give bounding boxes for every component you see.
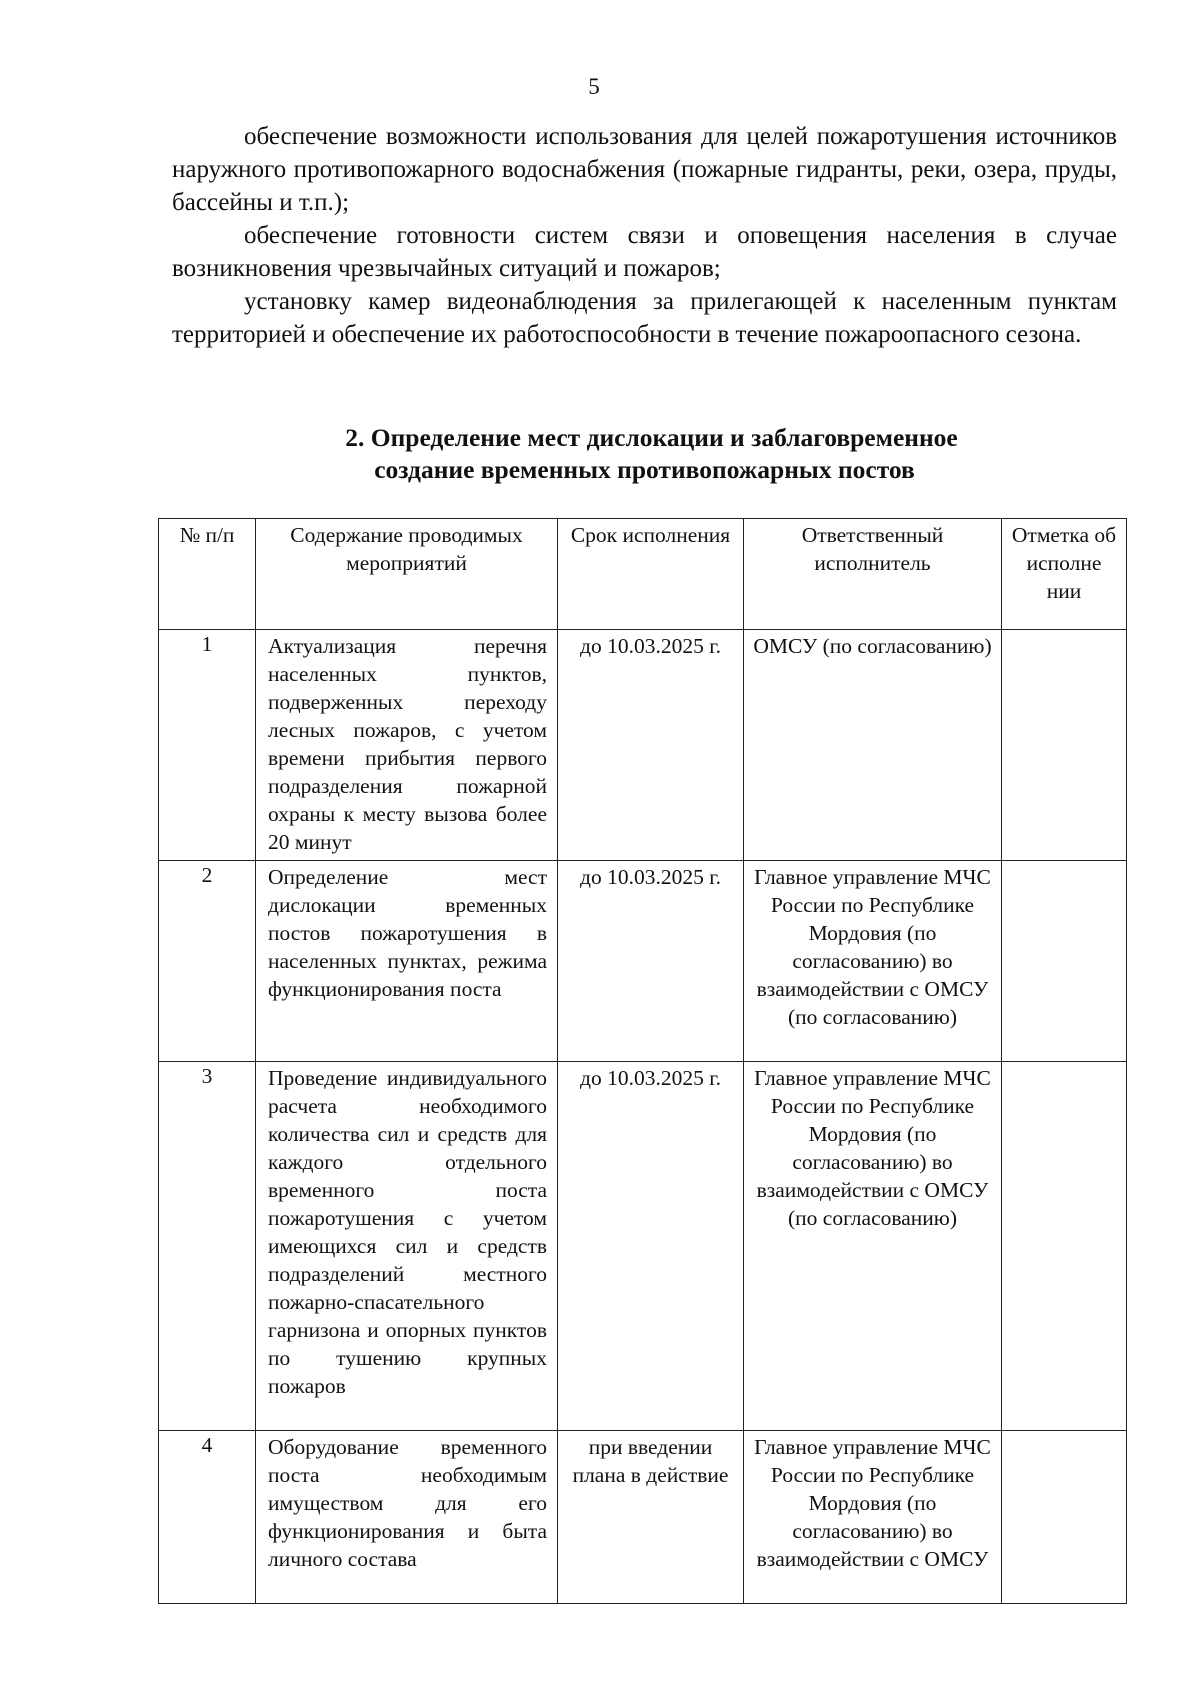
table-row	[159, 1062, 1127, 1431]
row-num: 2	[159, 861, 256, 1062]
row-mark	[1002, 1431, 1127, 1604]
row-responsible: Главное управление МЧС России по Республике Мордовия (по согласованию) во взаимодействии с ОМСУ	[744, 1431, 1002, 1604]
row-num: 3	[159, 1062, 256, 1431]
table-header-row	[159, 519, 1127, 630]
paragraph-hydrants: обеспечение возможности использования для целей пожаротушения источников наружного противопожарного водоснабжения (пожарные гидранты, реки, озера, пруды, бассейны и т.п.);	[172, 123, 1117, 216]
header-deadline: Срок исполнения	[558, 519, 744, 630]
measures-table	[158, 518, 1127, 1604]
row-num: 1	[159, 630, 256, 861]
body-text	[172, 120, 1117, 351]
paragraph-cameras: установку камер видеонаблюдения за прилегающей к населенным пунктам территорией и обеспечение их работоспособности в течение пожароопасного сезона.	[172, 288, 1117, 348]
row-content: Проведение индивидуального расчета необходимого количества сил и средств для каждого отдельного временного поста пожаротушения с учетом имеющихся сил и средств подразделений местного пожарно-спасательного гарнизона и опорных пунктов по тушению крупных пожаров	[256, 1062, 558, 1431]
row-content: Оборудование временного поста необходимым имуществом для его функционирования и быта личного состава	[256, 1431, 558, 1604]
row-mark	[1002, 861, 1127, 1062]
table-row	[159, 861, 1127, 1062]
row-responsible: Главное управление МЧС России по Республике Мордовия (по согласованию) во взаимодействии с ОМСУ (по согласованию)	[744, 861, 1002, 1062]
section-heading	[172, 422, 1117, 486]
header-content: Содержание проводимых мероприятий	[256, 519, 558, 630]
row-num: 4	[159, 1431, 256, 1604]
row-content: Актуализация перечня населенных пунктов, подверженных переходу лесных пожаров, с учетом времени прибытия первого подразделения пожарной охраны к месту вызова более 20 минут	[256, 630, 558, 861]
row-deadline: при введении плана в действие	[558, 1431, 744, 1604]
table-row	[159, 1431, 1127, 1604]
row-content: Определение мест дислокации временных постов пожаротушения в населенных пунктах, режима функционирования поста	[256, 861, 558, 1062]
header-num: № п/п	[159, 519, 256, 630]
paragraph-communication: обеспечение готовности систем связи и оповещения населения в случае возникновения чрезвычайных ситуаций и пожаров;	[172, 222, 1117, 282]
header-mark: Отметка об исполне нии	[1002, 519, 1127, 630]
row-responsible: ОМСУ (по согласованию)	[744, 630, 1002, 861]
row-deadline: до 10.03.2025 г.	[558, 861, 744, 1062]
row-mark	[1002, 1062, 1127, 1431]
row-deadline: до 10.03.2025 г.	[558, 1062, 744, 1431]
table-row	[159, 630, 1127, 861]
row-responsible: Главное управление МЧС России по Республике Мордовия (по согласованию) во взаимодействии с ОМСУ (по согласованию)	[744, 1062, 1002, 1431]
section-heading-line1: 2. Определение мест дислокации и заблаговременное	[345, 423, 958, 452]
row-deadline: до 10.03.2025 г.	[558, 630, 744, 861]
section-heading-line2: создание временных противопожарных постов	[374, 455, 915, 484]
header-responsible: Ответственный исполнитель	[744, 519, 1002, 630]
row-mark	[1002, 630, 1127, 861]
page-number: 5	[588, 74, 600, 99]
